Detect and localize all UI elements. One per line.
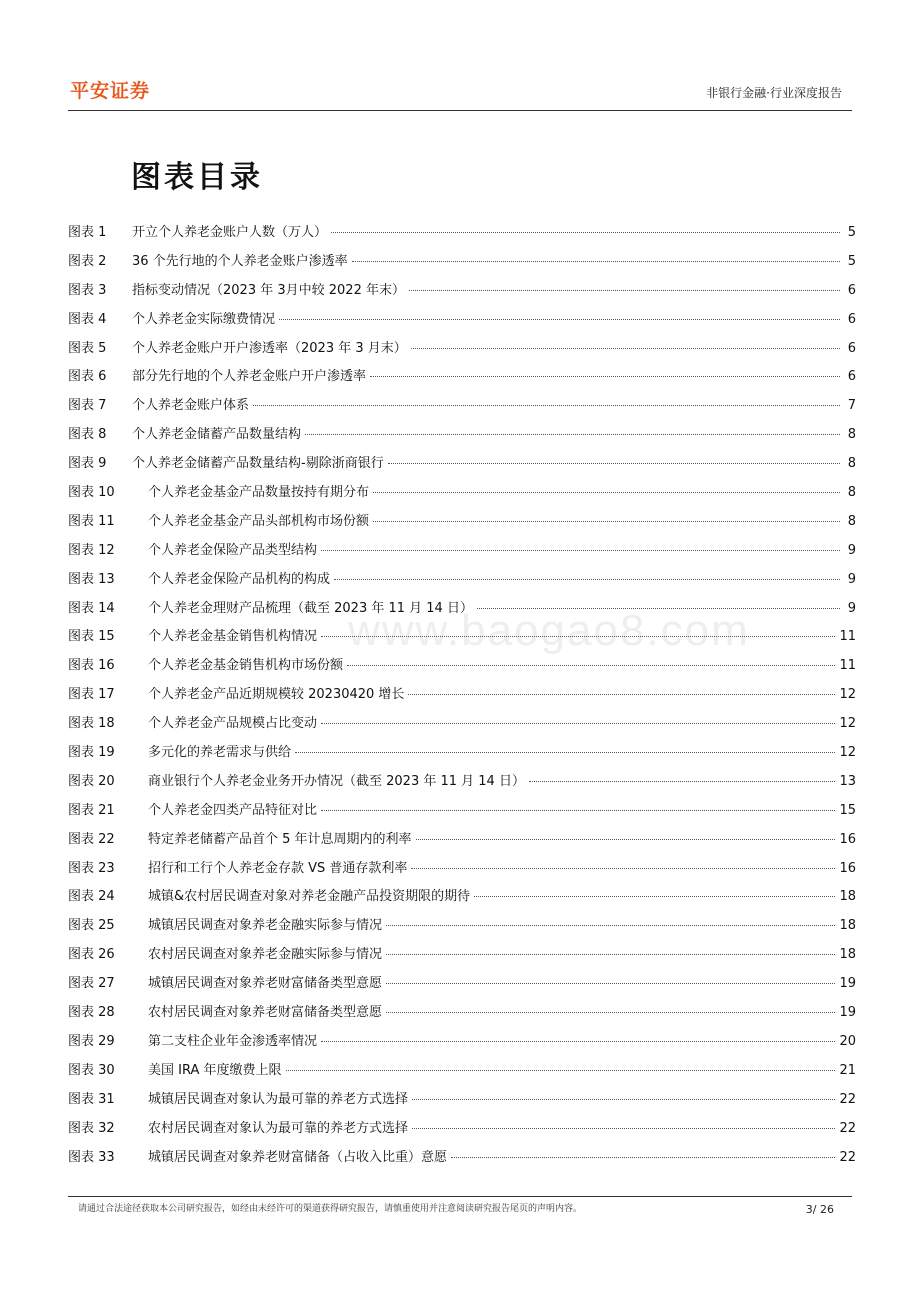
toc-entry[interactable] <box>68 248 856 277</box>
toc-entry-title[interactable]: 农村居民调查对象养老金融实际参与情况 <box>148 947 383 963</box>
toc-leader-dots <box>370 376 840 377</box>
toc-entry-title[interactable]: 个人养老金保险产品类型结构 <box>148 542 318 558</box>
toc-entry-title[interactable]: 个人养老金理财产品梳理（截至 2023 年 11 月 14 日） <box>148 600 473 616</box>
toc-entry-title[interactable]: 农村居民调查对象认为最可靠的养老方式选择 <box>148 1120 409 1136</box>
toc-entry-title[interactable]: 城镇居民调查对象养老财富储备类型意愿 <box>148 976 383 992</box>
toc-entry[interactable] <box>68 363 856 392</box>
toc-entry-label: 图表 21 <box>68 802 115 818</box>
toc-entry-page[interactable]: 12 <box>839 716 856 732</box>
toc-entry[interactable] <box>68 1028 856 1057</box>
toc-entry[interactable] <box>68 999 856 1028</box>
toc-entry-title[interactable]: 第二支柱企业年金渗透率情况 <box>148 1033 318 1049</box>
toc-entry-page[interactable]: 11 <box>839 629 856 645</box>
toc-entry-page[interactable]: 9 <box>847 600 856 616</box>
toc-entry-page[interactable]: 16 <box>839 860 856 876</box>
toc-entry-page[interactable]: 11 <box>839 658 856 674</box>
toc-entry[interactable] <box>68 566 856 595</box>
watermark: www.baogao8.com <box>348 606 750 655</box>
toc-leader-dots <box>408 694 835 695</box>
toc-entry[interactable] <box>68 392 856 421</box>
toc-leader-dots <box>347 665 835 666</box>
toc-leader-dots <box>334 579 840 580</box>
toc-entry-page[interactable]: 8 <box>847 427 856 443</box>
toc-entry-label: 图表 13 <box>68 571 115 587</box>
toc-entry-label: 图表 33 <box>68 1149 115 1165</box>
toc-entry-label: 图表 23 <box>68 860 115 876</box>
toc-entry-label: 图表 10 <box>68 485 115 501</box>
report-type: 非银行金融·行业深度报告 <box>706 86 842 100</box>
toc-leader-dots <box>321 723 835 724</box>
toc-entry-label: 图表 26 <box>68 947 115 963</box>
toc-leader-dots <box>286 1070 836 1071</box>
toc-entry-label: 图表 31 <box>68 1091 115 1107</box>
toc-entry[interactable] <box>68 710 856 739</box>
toc-entry[interactable] <box>68 1144 856 1173</box>
toc-leader-dots <box>411 348 840 349</box>
toc-entry-page[interactable]: 5 <box>847 225 856 240</box>
toc-entry-label: 图表 22 <box>68 831 115 847</box>
toc-entry-label: 图表 25 <box>68 918 115 934</box>
toc-entry-title[interactable]: 美国 IRA 年度缴费上限 <box>148 1062 282 1078</box>
toc-entry[interactable] <box>68 1086 856 1115</box>
toc-leader-dots <box>412 1128 835 1129</box>
toc-entry-title[interactable]: 指标变动情况（2023 年 3月中较 2022 年末） <box>132 282 405 298</box>
toc-entry-title[interactable]: 多元化的养老需求与供给 <box>148 745 292 761</box>
toc-entry-title[interactable]: 特定养老储蓄产品首个 5 年计息周期内的利率 <box>148 831 412 847</box>
toc-entry-title[interactable]: 城镇居民调查对象认为最可靠的养老方式选择 <box>148 1091 409 1107</box>
toc-leader-dots <box>474 896 835 897</box>
toc-leader-dots <box>305 434 840 435</box>
toc-leader-dots <box>321 550 840 551</box>
toc-entry-title[interactable]: 个人养老金账户开户渗透率（2023 年 3 月末） <box>132 340 407 356</box>
toc-entry-page[interactable]: 8 <box>847 456 856 472</box>
toc-entry-label: 图表 6 <box>68 369 107 385</box>
toc-entry-label: 图表 20 <box>68 773 115 789</box>
toc-entry-label: 图表 24 <box>68 889 115 905</box>
toc-entry[interactable] <box>68 1057 856 1086</box>
toc-entry-label: 图表 2 <box>68 253 107 269</box>
toc-entry-page[interactable]: 9 <box>847 571 856 587</box>
toc-entry[interactable] <box>68 652 856 681</box>
toc-entry[interactable] <box>68 826 856 855</box>
toc-leader-dots <box>321 810 835 811</box>
toc-entry-title[interactable]: 个人养老金产品规模占比变动 <box>148 716 318 732</box>
toc-entry-page[interactable]: 19 <box>839 1005 856 1021</box>
toc-entry-title[interactable]: 个人养老金产品近期规模较 20230420 增长 <box>148 687 405 703</box>
toc-leader-dots <box>411 868 835 869</box>
toc-entry-title[interactable]: 部分先行地的个人养老金账户开户渗透率 <box>132 369 367 385</box>
toc-entry-title[interactable]: 个人养老金账户体系 <box>132 398 250 414</box>
toc-entry-page[interactable]: 18 <box>839 947 856 963</box>
toc-entry-title[interactable]: 个人养老金保险产品机构的构成 <box>148 571 331 587</box>
toc-entry-page[interactable]: 6 <box>847 282 856 298</box>
toc-entry-title[interactable]: 个人养老金储蓄产品数量结构-剔除浙商银行 <box>132 456 384 472</box>
toc-entry-page[interactable]: 16 <box>839 831 856 847</box>
toc-entry-label: 图表 1 <box>68 225 107 240</box>
toc-leader-dots <box>386 983 835 984</box>
toc-entry[interactable] <box>68 912 856 941</box>
toc-entry-label: 图表 4 <box>68 311 107 327</box>
toc-entry[interactable] <box>68 508 856 537</box>
toc-leader-dots <box>529 781 835 782</box>
toc-entry-label: 图表 28 <box>68 1005 115 1021</box>
toc-entry-label: 图表 11 <box>68 513 115 529</box>
toc-entry-label: 图表 3 <box>68 282 107 298</box>
toc-leader-dots <box>373 521 840 522</box>
toc-entry-page[interactable]: 20 <box>839 1033 856 1049</box>
toc-entry-page[interactable]: 12 <box>839 687 856 703</box>
toc-entry-title[interactable]: 个人养老金基金产品头部机构市场份额 <box>148 513 370 529</box>
toc-entry-title[interactable]: 个人养老金四类产品特征对比 <box>148 802 318 818</box>
toc-leader-dots <box>386 925 835 926</box>
toc-entry-page[interactable]: 6 <box>847 340 856 356</box>
toc-entry[interactable] <box>68 941 856 970</box>
toc-entry-label: 图表 18 <box>68 716 115 732</box>
figure-list <box>68 219 856 1172</box>
toc-entry-label: 图表 14 <box>68 600 115 616</box>
toc-entry-label: 图表 8 <box>68 427 107 443</box>
toc-leader-dots <box>451 1157 835 1158</box>
toc-entry-label: 图表 19 <box>68 745 115 761</box>
toc-entry[interactable] <box>68 739 856 768</box>
toc-entry-page[interactable]: 5 <box>847 253 856 269</box>
toc-entry-page[interactable]: 8 <box>847 485 856 501</box>
toc-leader-dots <box>409 290 840 291</box>
toc-entry-title[interactable]: 招行和工行个人养老金存款 VS 普通存款利率 <box>148 860 408 876</box>
toc-entry-title[interactable]: 城镇&农村居民调查对象对养老金融产品投资期限的期待 <box>148 889 471 905</box>
toc-entry-page[interactable]: 9 <box>847 542 856 558</box>
toc-entry-page[interactable]: 6 <box>847 369 856 385</box>
toc-entry-label: 图表 7 <box>68 398 107 414</box>
toc-leader-dots <box>388 463 840 464</box>
toc-entry-label: 图表 29 <box>68 1033 115 1049</box>
toc-entry[interactable] <box>68 335 856 364</box>
toc-entry-title[interactable]: 开立个人养老金账户人数（万人） <box>132 225 328 240</box>
toc-entry-page[interactable]: 12 <box>839 745 856 761</box>
toc-entry-title[interactable]: 个人养老金基金产品数量按持有期分布 <box>148 485 370 501</box>
toc-entry-page[interactable]: 18 <box>839 918 856 934</box>
toc-entry-title[interactable]: 农村居民调查对象养老财富储备类型意愿 <box>148 1005 383 1021</box>
toc-entry-page[interactable]: 22 <box>839 1149 856 1165</box>
toc-entry-page[interactable]: 18 <box>839 889 856 905</box>
toc-leader-dots <box>352 261 840 262</box>
page-number: 3/ 26 <box>805 1203 834 1216</box>
toc-entry[interactable] <box>68 450 856 479</box>
company-logo: 平安证券 <box>70 80 151 102</box>
toc-entry-title[interactable]: 城镇居民调查对象养老金融实际参与情况 <box>148 918 383 934</box>
toc-entry-label: 图表 32 <box>68 1120 115 1136</box>
toc-entry-title[interactable]: 个人养老金基金销售机构市场份额 <box>148 658 344 674</box>
toc-entry[interactable] <box>68 681 856 710</box>
toc-entry-label: 图表 15 <box>68 629 115 645</box>
toc-entry[interactable] <box>68 421 856 450</box>
toc-leader-dots <box>321 1041 835 1042</box>
toc-entry-label: 图表 30 <box>68 1062 115 1078</box>
toc-entry[interactable] <box>68 768 856 797</box>
toc-entry[interactable] <box>68 970 856 999</box>
toc-leader-dots <box>295 752 835 753</box>
toc-entry-page[interactable]: 22 <box>839 1120 856 1136</box>
toc-entry-page[interactable]: 22 <box>839 1091 856 1107</box>
toc-leader-dots <box>279 319 840 320</box>
toc-entry-label: 图表 16 <box>68 658 115 674</box>
footer-disclaimer: 请通过合法途径获取本公司研究报告，如经由未经许可的渠道获得研究报告，请慎重使用并注意阅读研究报告尾页的声明内容。 <box>78 1204 583 1214</box>
toc-entry[interactable] <box>68 219 856 248</box>
toc-entry-label: 图表 9 <box>68 456 107 472</box>
toc-entry-page[interactable]: 8 <box>847 513 856 529</box>
toc-entry-title[interactable]: 城镇居民调查对象养老财富储备（占收入比重）意愿 <box>148 1149 448 1165</box>
toc-entry[interactable] <box>68 479 856 508</box>
toc-entry-page[interactable]: 19 <box>839 976 856 992</box>
toc-entry[interactable] <box>68 855 856 884</box>
toc-entry-label: 图表 5 <box>68 340 107 356</box>
toc-entry-page[interactable]: 7 <box>847 398 856 414</box>
toc-entry-label: 图表 17 <box>68 687 115 703</box>
toc-entry-page[interactable]: 21 <box>839 1062 856 1078</box>
toc-entry-title[interactable]: 36 个先行地的个人养老金账户渗透率 <box>132 253 348 269</box>
toc-leader-dots <box>331 232 840 233</box>
toc-leader-dots <box>386 954 835 955</box>
toc-entry[interactable] <box>68 537 856 566</box>
toc-leader-dots <box>373 492 840 493</box>
toc-leader-dots <box>386 1012 835 1013</box>
footer-divider <box>68 1196 852 1197</box>
toc-leader-dots <box>253 405 840 406</box>
toc-entry-page[interactable]: 13 <box>839 773 856 789</box>
toc-leader-dots <box>416 839 836 840</box>
header-divider <box>68 110 852 111</box>
toc-entry-title[interactable]: 个人养老金储蓄产品数量结构 <box>132 427 302 443</box>
toc-entry-page[interactable]: 6 <box>847 311 856 327</box>
toc-entry-label: 图表 27 <box>68 976 115 992</box>
toc-entry-page[interactable]: 15 <box>839 802 856 818</box>
toc-entry[interactable] <box>68 306 856 335</box>
toc-entry-title[interactable]: 个人养老金基金销售机构情况 <box>148 629 318 645</box>
toc-leader-dots <box>412 1099 835 1100</box>
toc-entry-title[interactable]: 商业银行个人养老金业务开办情况（截至 2023 年 11 月 14 日） <box>148 773 525 789</box>
toc-entry[interactable] <box>68 1115 856 1144</box>
page-title: 图表目录 <box>131 160 263 195</box>
toc-entry-title[interactable]: 个人养老金实际缴费情况 <box>132 311 276 327</box>
toc-entry[interactable] <box>68 797 856 826</box>
toc-entry[interactable] <box>68 277 856 306</box>
toc-entry-label: 图表 12 <box>68 542 115 558</box>
toc-entry[interactable] <box>68 883 856 912</box>
